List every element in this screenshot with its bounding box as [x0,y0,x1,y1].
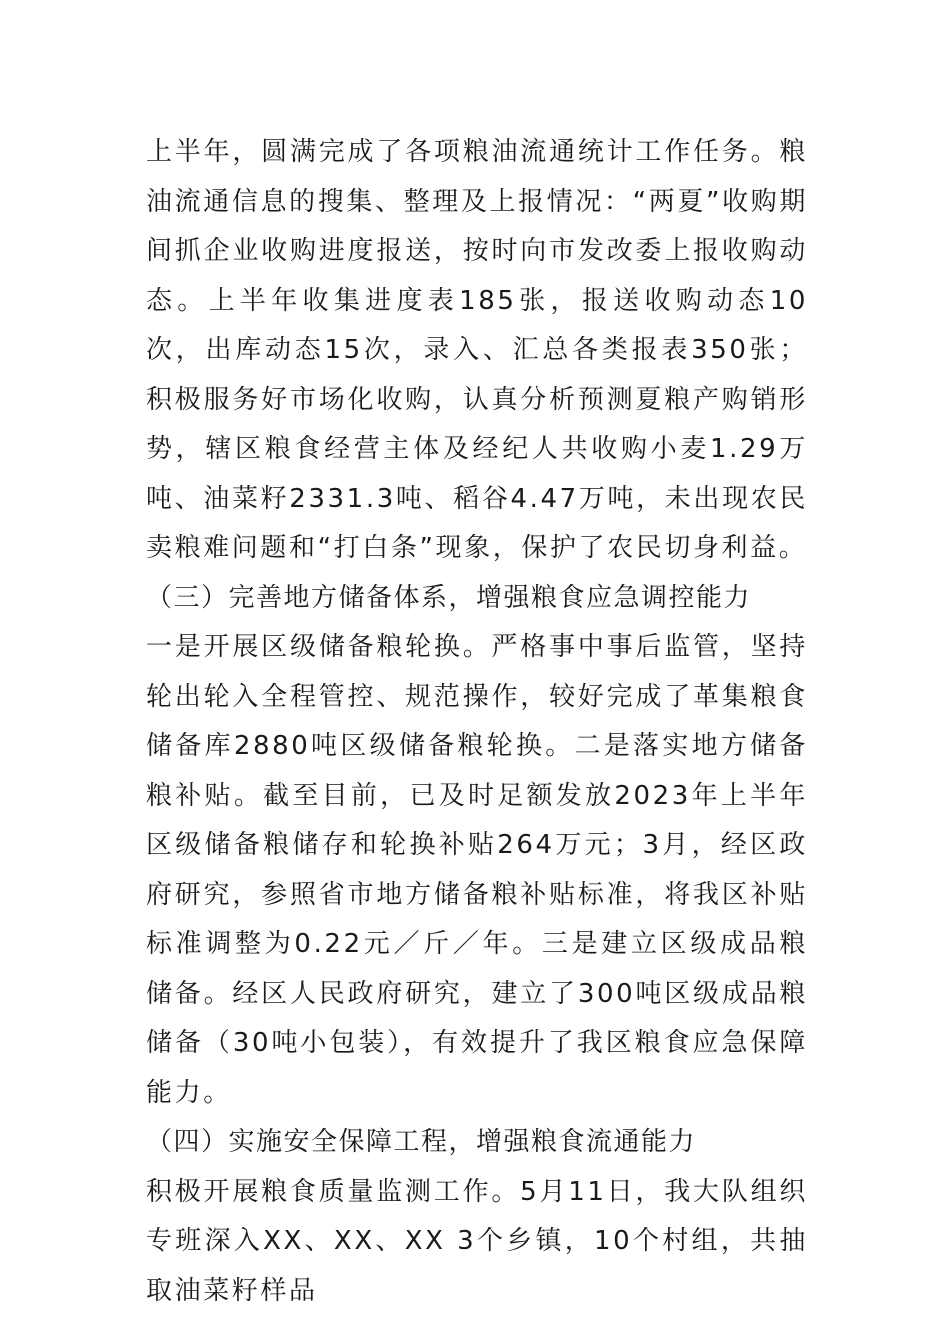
paragraph-quality-monitoring: 积极开展粮食质量监测工作。5月11日，我大队组织专班深入XX、XX、XX 3个乡镇，10个村组，共抽取油菜籽样品 [146,1176,808,1306]
section-heading-reserve-system: （三）完善地方储备体系，增强粮食应急调控能力 [146,582,752,613]
paragraph-reserve-rotation: 一是开展区级储备粮轮换。严格事中事后监管，坚持轮出轮入全程管控、规范操作，较好完成了革集粮食储备库2880吨区级储备粮轮换。二是落实地方储备粮补贴。截至目前，已及时足额发放2023年上半年区级储备粮储存和轮换补贴264万元；3月，经区政府研究，参照省市地方储备粮补贴标准，将我区补贴标准调整为0.22元／斤／年。三是建立区级成品粮储备。经区人民政府研究，建立了300吨区级成品粮储备（30吨小包装），有效提升了我区粮食应急保障能力。 [146,632,808,1108]
paragraph-grain-statistics: 上半年，圆满完成了各项粮油流通统计工作任务。粮油流通信息的搜集、整理及上报情况：“两夏”收购期间抓企业收购进度报送，按时向市发改委上报收购动态。上半年收集进度表185张，报送收购动态10次，出库动态15次，录入、汇总各类报表350张；积极服务好市场化收购，认真分析预测夏粮产购销形势，辖区粮食经营主体及经纪人共收购小麦1.29万吨、油菜籽2331.3吨、稻谷4.47万吨，未出现农民卖粮难问题和“打白条”现象，保护了农民切身利益。 [146,137,808,563]
section-heading-safety-project: （四）实施安全保障工程，增强粮食流通能力 [146,1127,697,1157]
document-body [146,128,808,1316]
